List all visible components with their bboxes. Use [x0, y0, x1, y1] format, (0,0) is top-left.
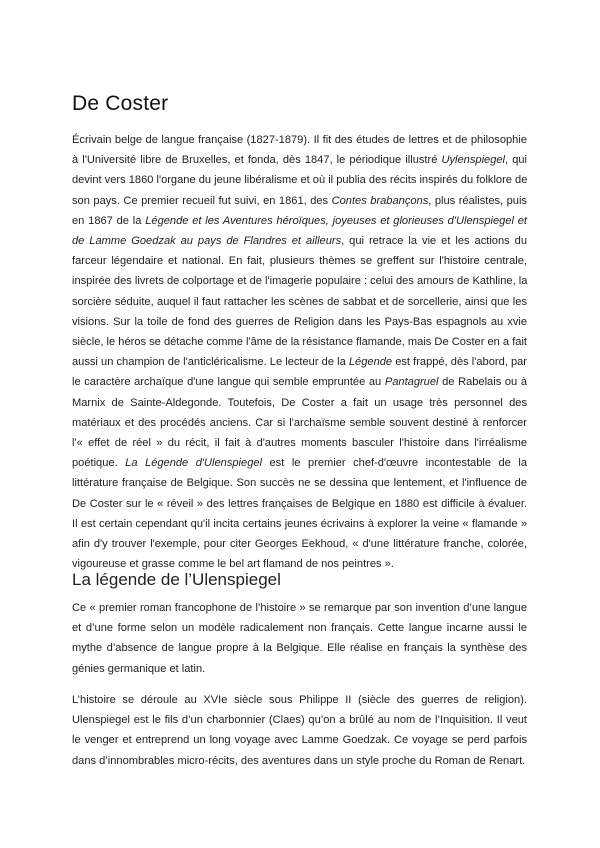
text-run: inspirée des livrets de colportage et de l'imagerie populaire : celui des amours de Kathline, la	[72, 275, 528, 288]
text-run: poétique.	[72, 457, 126, 470]
text-line	[72, 494, 527, 514]
text-run: Écrivain belge de langue française (1827-1879). Il fit des études de lettres et de philosophie	[72, 134, 527, 146]
story-paragraph	[72, 690, 527, 771]
text-run: littérature française de Belgique. Son succès ne se dessina que lentement, et l'influence de	[72, 477, 527, 490]
text-line	[72, 150, 527, 170]
text-run: aussi un champion de l'anticléricalisme. Le lecteur de la	[72, 356, 349, 369]
section-heading: La légende de l’Ulenspiegel	[72, 570, 281, 589]
text-line	[72, 292, 527, 312]
text-run: son pays. Ce premier recueil fut suivi, en 1861, des	[72, 194, 332, 207]
page-title: De Coster	[72, 92, 169, 115]
text-line: le venger et entreprend un long voyage avec Lamme Goedzak. Ce voyage se perd parfois	[72, 734, 527, 747]
text-run: Marnix de Sainte-Aldegonde. Toutefois, De Coster a fait un usage très personnel des	[72, 396, 527, 409]
text-line	[72, 534, 527, 554]
text-line: génies germanique et latin.	[72, 662, 206, 675]
text-line	[72, 332, 527, 352]
text-line	[72, 231, 527, 251]
text-run: à l'Université libre de Bruxelles, et fonda, dès 1847, le périodique illustré	[72, 154, 442, 167]
text-run: matériaux et des procédés anciens. Car si l'archaïsme semble souvent destiné à renforcer	[72, 416, 527, 429]
text-line: Ce « premier roman francophone de l’histoire » se remarque par son invention d’une langue	[72, 602, 527, 614]
text-run: en 1867 de la	[72, 214, 146, 227]
text-run: , plus réalistes, puis	[428, 194, 527, 207]
text-line	[72, 251, 527, 271]
text-line	[72, 473, 527, 493]
text-line: L’histoire se déroule au XVIe siècle sous Philippe II (siècle des guerres de religion).	[72, 694, 527, 706]
text-line	[72, 271, 527, 291]
text-line: mythe d’absence de langue propre à la Belgique. Elle réalise en français la synthèse des	[72, 642, 527, 655]
italic-title: La Légende d'Ulenspiegel	[125, 457, 262, 470]
text-line	[72, 130, 527, 150]
italic-title: Uylenspiegel	[441, 154, 506, 167]
text-run: afin d'y trouver l'exemple, pour citer Georges Eekhoud, « d'une littérature franche, colorée,	[72, 538, 527, 551]
text-run: devint vers 1860 l'organe du jeune libéralisme et où il publia des récits inspirés du folklore de	[72, 174, 528, 187]
text-line: dans d’innombrables micro-récits, des aventures dans un style proche du Roman de Renart.	[72, 754, 526, 767]
text-run: l'« effet de réel » du récit, il fait à d'autres moments basculer l'histoire dans l'irréalisme	[72, 437, 527, 450]
italic-title: Pantagruel	[384, 376, 439, 389]
text-run: De Coster sur le « réveil » des lettres françaises de Belgique en 1880 est difficile à évaluer.	[72, 497, 527, 510]
text-line	[72, 312, 527, 332]
text-line	[72, 413, 527, 433]
text-run: vigoureuse et grasse comme le bel art flamand de nos peintres ».	[72, 558, 394, 571]
text-run: de Rabelais ou à	[438, 376, 527, 389]
italic-title: de Lamme Goedzak au pays de Flandres et ailleurs	[72, 235, 342, 248]
text-line	[72, 352, 527, 372]
text-run: sorcière séduite, auquel il faut rattacher les scènes de sabbat et de sorcellerie, ainsi que les	[72, 295, 527, 308]
text-line: Ulenspiegel est le fils d’un charbonnier (Claes) qu’on a brûlé au nom de l’Inquisition. Il veut	[72, 714, 527, 727]
text-run: est le premier chef-d'œuvre incontestable de la	[262, 457, 528, 470]
text-run: farceur légendaire et national. En fait, plusieurs thèmes se greffent sur l'histoire centrale,	[72, 255, 527, 268]
italic-title: Légende	[348, 356, 393, 369]
text-line	[72, 372, 527, 392]
italic-title: Contes brabançons	[331, 194, 429, 207]
text-run: siècle, le héros se détache comme l'âme de la résistance flamande, mais De Coster en a fait	[72, 336, 527, 349]
text-run: est frappé, dès l'abord, par	[392, 356, 527, 369]
text-run: le caractère archaïque d'une langue qui semble empruntée au	[72, 376, 385, 389]
text-run: , qui retrace la vie et les actions du	[341, 235, 527, 248]
intro-paragraph	[72, 130, 527, 574]
legend-paragraph	[72, 598, 527, 679]
text-line	[72, 514, 527, 534]
text-line	[72, 211, 527, 231]
text-run: , qui	[505, 154, 527, 167]
text-line: et d’une forme selon un modèle radicalement non français. Cette langue incarne aussi le	[72, 622, 527, 635]
text-line	[72, 191, 527, 211]
text-line	[72, 433, 527, 453]
text-line	[72, 393, 527, 413]
italic-title: Légende et les Aventures héroïques, joyeuses et glorieuses d'Ulenspiegel et	[145, 214, 527, 227]
text-line	[72, 170, 527, 190]
text-run: Il est certain cependant qu'il incita certains jeunes écrivains à explorer la veine « flamande »	[72, 517, 527, 530]
text-run: visions. Sur la toile de fond des guerres de Religion dans les Pays-Bas espagnols au xvie	[72, 315, 527, 328]
text-line	[72, 453, 527, 473]
